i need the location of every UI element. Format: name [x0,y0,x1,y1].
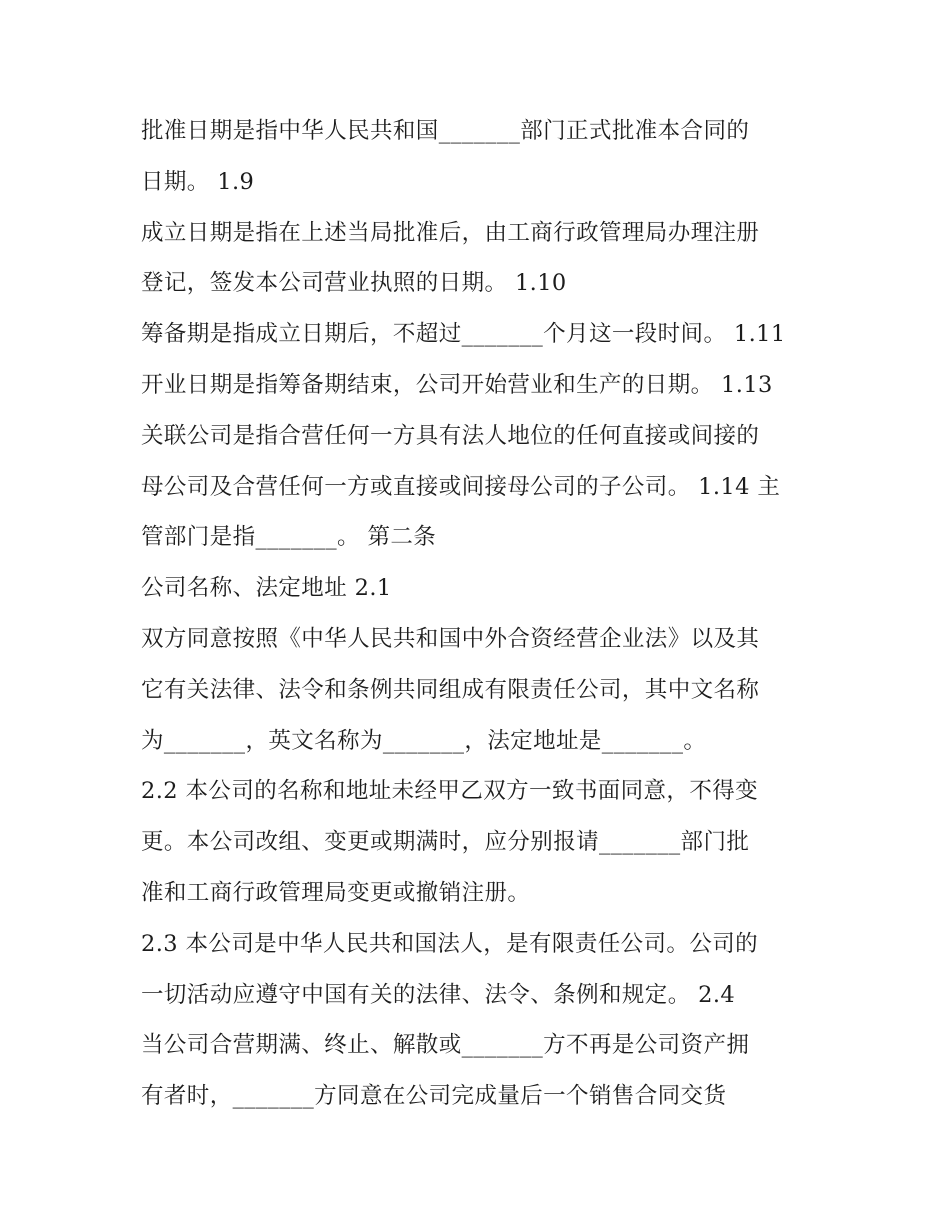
text-line: 成立日期是指在上述当局批准后，由工商行政管理局办理注册 [141,219,760,246]
text-line: 管部门是指_______。 第二条 [141,524,437,551]
text-line: 筹备期是指成立日期后，不超过_______个月这一段时间。 1.11 [141,321,786,348]
text-line: 双方同意按照《中华人民共和国中外合资经营企业法》以及其 [141,625,760,652]
text-line: 登记，签发本公司营业执照的日期。 1.10 [141,270,567,297]
text-line: 批准日期是指中华人民共和国_______部门正式批准本合同的 [141,118,750,144]
text-line: 它有关法律、法令和条例共同组成有限责任公司，其中文名称 [141,676,760,703]
text-line: 母公司及合营任何一方或直接或间接母公司的子公司。 1.14 主 [141,473,781,500]
text-line: 公司名称、法定地址 2.1 [141,575,392,602]
contract-text [141,106,821,1122]
text-line: 准和工商行政管理局变更或撤销注册。 [141,879,531,906]
text-line: 为_______，英文名称为_______，法定地址是_______。 [141,727,707,754]
text-line: 更。本公司改组、变更或期满时，应分别报请_______部门批 [141,829,750,856]
text-line: 2.2 本公司的名称和地址未经甲乙双方一致书面同意，不得变 [141,778,759,805]
text-line: 关联公司是指合营任何一方具有法人地位的任何直接或间接的 [141,422,760,449]
text-line: 2.3 本公司是中华人民共和国法人，是有限责任公司。公司的 [141,930,759,957]
text-line: 当公司合营期满、终止、解散或_______方不再是公司资产拥 [141,1032,750,1059]
text-line: 日期。 1.9 [141,168,255,195]
text-line: 开业日期是指筹备期结束，公司开始营业和生产的日期。 1.13 [141,371,773,398]
text-line: 一切活动应遵守中国有关的法律、法令、条例和规定。 2.4 [141,981,736,1008]
text-line: 有者时，_______方同意在公司完成量后一个销售合同交货 [141,1083,727,1110]
